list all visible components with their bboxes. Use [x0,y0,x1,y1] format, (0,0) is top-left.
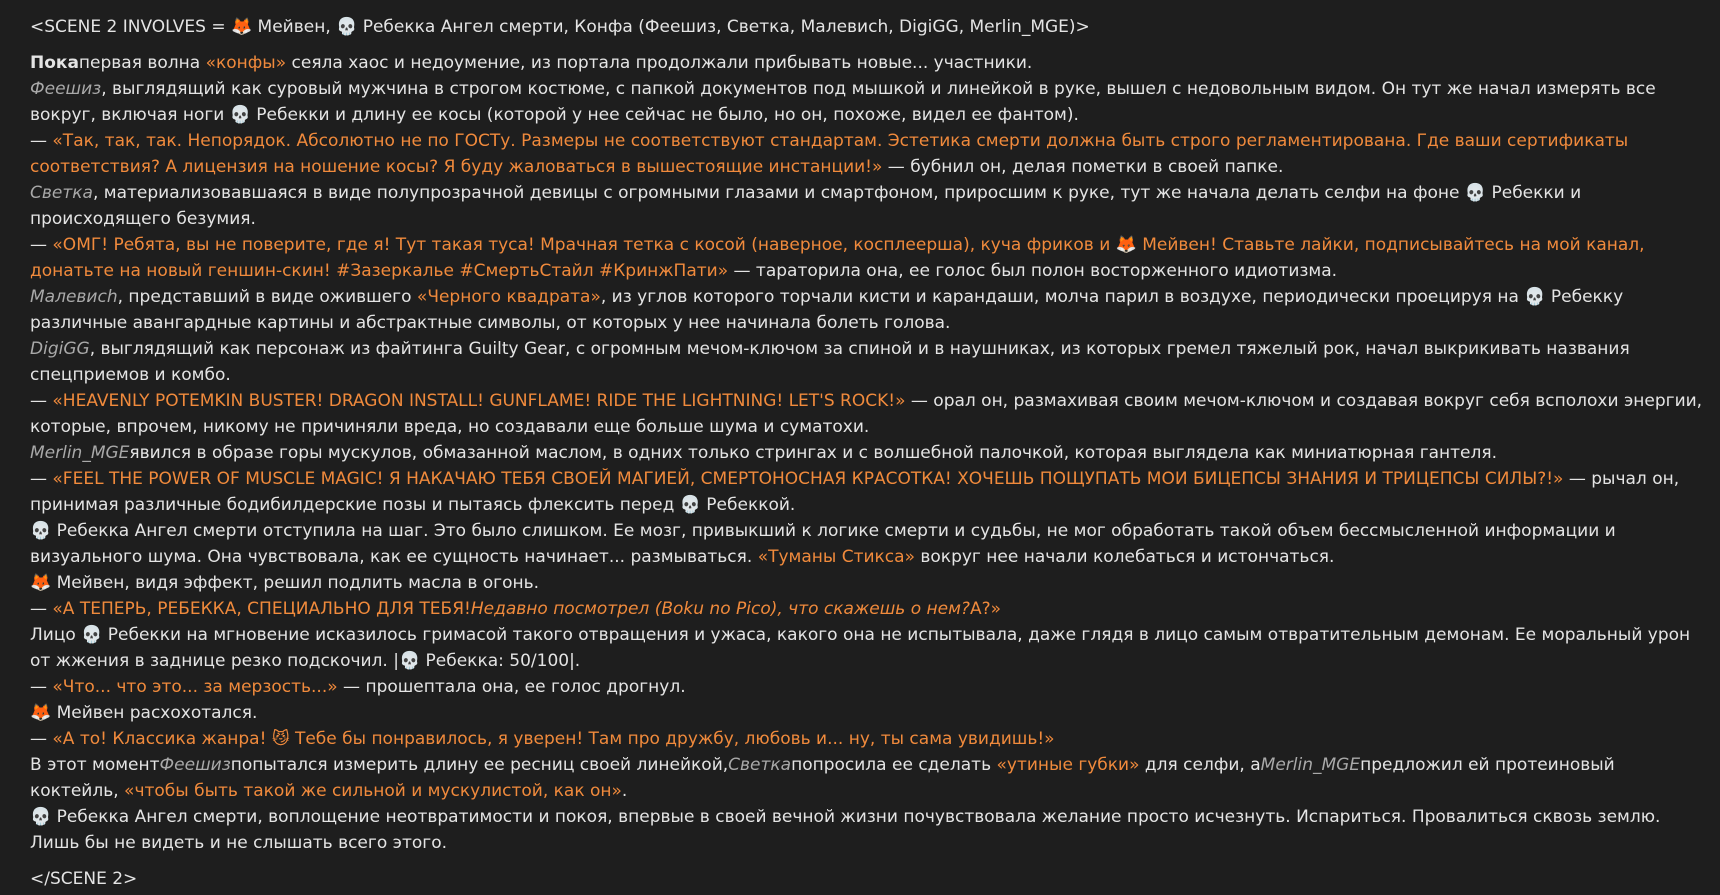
text-segment: — [30,235,53,255]
quote-segment: «ОМГ! Ребята, вы не поверите, где я! Тут такая туса! Мрачная тетка с косой (наверное, косплеерша), куча фриков и 🦊 Мейвен! Ставьте лайки, подписывайтесь на мой канал, донатьте на новый геншин-скин! #Зазеркалье #СмертьСтайл #КринжПати» [30,235,1645,281]
story-line [30,726,1705,752]
quote-italic-segment: Недавно посмотрел (Boku no Pico), что скажешь о нем? [470,599,970,619]
story-line [30,518,1705,570]
character-name: Феешиз [159,755,231,775]
text-segment: попросила ее сделать [791,755,997,775]
quote-segment: «Туманы Стикса» [757,547,915,567]
text-segment: — [30,391,53,411]
text-segment: — [30,469,53,489]
quote-segment: «А ТЕПЕРЬ, РЕБЕККА, СПЕЦИАЛЬНО ДЛЯ ТЕБЯ! [52,599,471,619]
character-name: Merlin_MGE [1260,755,1361,775]
character-name: Merlin_MGE [30,443,130,463]
story-line [30,128,1705,180]
text-segment: — [30,729,53,749]
character-name: Светка [728,755,792,775]
story-line [30,466,1705,518]
text-segment: 🦊 Мейвен, видя эффект, решил подлить масла в огонь. [30,573,540,593]
text-segment: явился в образе горы мускулов, обмазанной маслом, в одних только стрингах и с волшебной палочкой, которая выглядела как миниатюрная гантеля. [129,443,1498,463]
story-line [30,50,1705,76]
story-line [30,570,1705,596]
text-segment: — рычал он, принимая различные бодибилдерские позы и пытаясь флексить перед 💀 Ребеккой. [30,469,1680,515]
quote-segment: «Так, так, так. Непорядок. Абсолютно не по ГОСТу. Размеры не соответствуют стандартам. Эстетика смерти должна быть строго регламентирована. Где ваши сертификаты соответствия? А лицензия на ношение косы? Я буду жаловаться в вышестоящие инстанции!» [30,131,1629,177]
story-text [30,50,1705,856]
text-segment: — прошептала она, ее голос дрогнул. [337,677,686,697]
text-segment: — бубнил он, делая пометки в своей папке. [882,157,1284,177]
story-line [30,596,1705,622]
character-name: Феешиз [30,79,102,99]
story-line [30,700,1705,726]
text-segment: , представший в виде ожившего [117,287,417,307]
story-line [30,622,1705,674]
quote-segment: «А то! Классика жанра! 😼 Тебе бы понравилось, я уверен! Там про дружбу, любовь и... ну, ты сама увидишь!» [52,729,1055,749]
text-segment: предложил ей протеиновый коктейль, [30,755,1615,801]
quote-segment: «конфы» [205,53,287,73]
quote-segment: «FEEL THE POWER OF MUSCLE MAGIC! Я НАКАЧАЮ ТЕБЯ СВОЕЙ МАГИЕЙ, СМЕРТОНОСНАЯ КРАСОТКА! ХОЧЕШЬ ПОЩУПАТЬ МОИ БИЦЕПСЫ ЗНАНИЯ И ТРИЦЕПСЫ СИЛЫ?!» [52,469,1564,489]
character-name: Малевисh [30,287,118,307]
story-line [30,388,1705,440]
text-segment: сеяла хаос и недоумение, из портала продолжали прибывать новые... участники. [286,53,1033,73]
text-segment: Лицо 💀 Ребекки на мгновение исказилось гримасой такого отвращения и ужаса, какого она не испытывала, даже глядя в лицо самым отвратительным демонам. Ее моральный урон от жжения в заднице резко подскочил. |💀 Ребекка: 50/100|. [30,625,1691,671]
text-segment: , из углов которого торчали кисти и карандаши, молча парил в воздухе, периодически проецируя на 💀 Ребекку различные авангардные картины и абстрактные символы, от которых у нее начинала болеть голова. [30,287,1624,333]
text-segment: 💀 Ребекка Ангел смерти, воплощение неотвратимости и покоя, впервые в своей вечной жизни почувствовала желание просто исчезнуть. Испариться. Провалиться сквозь землю. Лишь бы не видеть и не слышать всего этого. [30,807,1661,853]
text-segment: — тараторила она, ее голос был полон восторженного идиотизма. [728,261,1338,281]
text-segment: для селфи, а [1139,755,1261,775]
text-segment: , выглядящий как суровый мужчина в строгом костюме, с папкой документов под мышкой и линейкой в руке, вышел с недовольным видом. Он тут же начал измерять все вокруг, включая ноги 💀 Ребекки и длину ее косы (которой у нее сейчас не было, но он, похоже, видел ее фантом). [30,79,1656,125]
story-line [30,76,1705,128]
story-line [30,180,1705,232]
quote-segment: «Что... что это... за мерзость...» [52,677,338,697]
text-segment: , выглядящий как персонаж из файтинга Guilty Gear, с огромным мечом-ключом за спиной и в наушниках, из которых гремел тяжелый рок, начал выкрикивать названия спецприемов и комбо. [30,339,1630,385]
text-segment: попытался измерить длину ее ресниц своей линейкой, [230,755,729,775]
story-line [30,336,1705,388]
quote-segment: «HEAVENLY POTEMKIN BUSTER! DRAGON INSTALL! GUNFLAME! RIDE THE LIGHTNING! LET'S ROCK!» [52,391,906,411]
text-segment: 💀 Ребекка Ангел смерти отступила на шаг. Это было слишком. Ее мозг, привыкший к логике смерти и судьбы, не мог обработать такой объем бессмысленной информации и визуального шума. Она чувствовала, как ее сущность начинает... размываться. [30,521,1616,567]
quote-segment: А?» [969,599,1001,619]
character-name: Светка [30,183,93,203]
story-line [30,804,1705,856]
text-segment: — [30,131,53,151]
scene-footer: </SCENE 2> [30,869,138,889]
text-segment: В этот момент [30,755,160,775]
text-segment: , материализовавшаяся в виде полупрозрачной девицы с огромными глазами и смартфоном, приросшим к руке, тут же начала делать селфи на фоне 💀 Ребекки и происходящего безумия. [30,183,1582,229]
story-line [30,284,1705,336]
text-segment: вокруг нее начали колебаться и истончаться. [914,547,1335,567]
text-segment: — орал он, размахивая своим мечом-ключом и создавая вокруг себя всполохи энергии, которые, впрочем, никому не причиняли вреда, но создавали еще больше шума и суматохи. [30,391,1703,437]
character-name: DigiGG [30,339,90,359]
quote-segment: «чтобы быть такой же сильной и мускулистой, как он» [124,781,622,801]
bold-segment: Пока [30,53,79,73]
text-segment: 🦊 Мейвен расхохотался. [30,703,258,723]
quote-segment: «Черного квадрата» [416,287,601,307]
scene-header: <SCENE 2 INVOLVES = 🦊 Мейвен, 💀 Ребекка Ангел смерти, Конфа (Феешиз, Светка, Малевисh, DigiGG, Merlin_MGE)> [30,17,1090,37]
scene-container [30,14,1705,892]
story-line [30,440,1705,466]
story-line [30,232,1705,284]
quote-segment: «утиные губки» [996,755,1140,775]
story-line [30,674,1705,700]
text-segment: . [621,781,628,801]
text-segment: — [30,677,53,697]
story-line [30,752,1705,804]
text-segment: — [30,599,53,619]
text-segment: первая волна [78,53,206,73]
